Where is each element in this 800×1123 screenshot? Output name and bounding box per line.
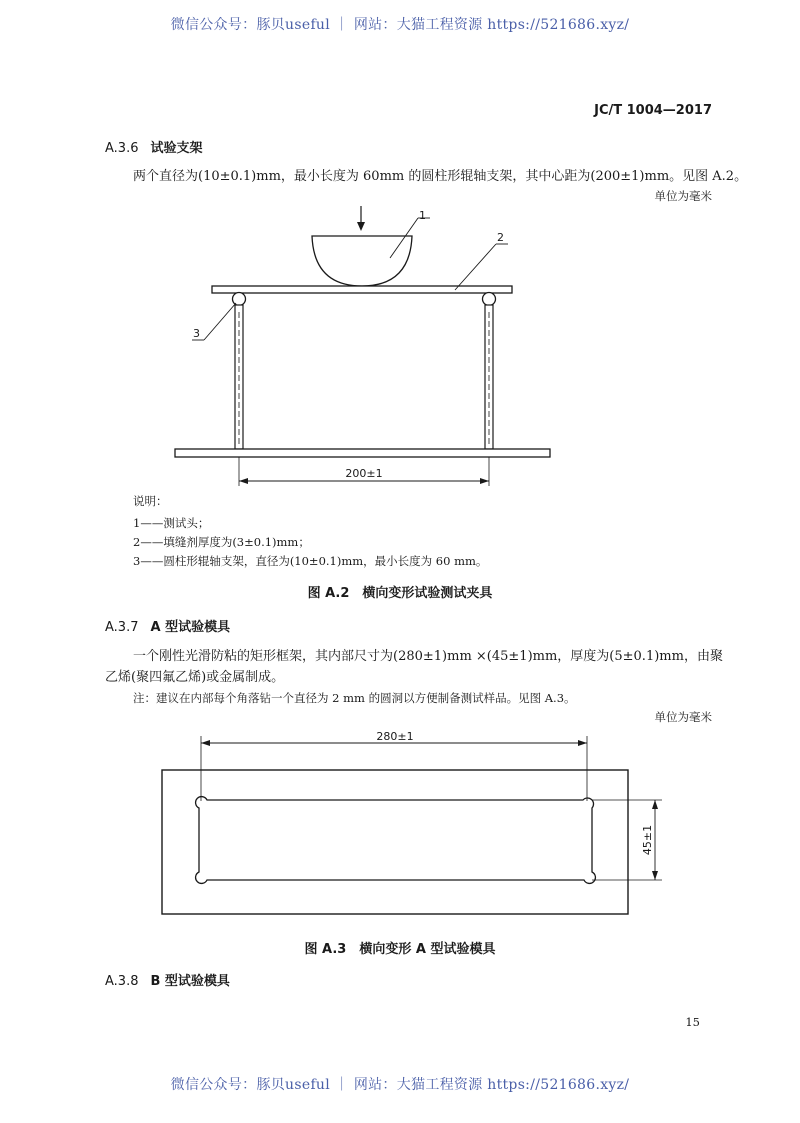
figure-a2-drawing: [0, 0, 800, 500]
dimension-280-label: 280±1: [376, 730, 414, 743]
section-a37-body-line1: 一个刚性光滑防粘的矩形框架，其内部尺寸为(280±1)mm ×(45±1)mm，厚度为(5±0.1)mm，由聚: [133, 649, 723, 664]
dimension-200-label: 200±1: [345, 467, 383, 480]
callout-1-label: 1: [419, 209, 426, 222]
section-title: 试验支架: [150, 141, 203, 156]
section-title: A 型试验模具: [150, 620, 231, 635]
legend-item-2: 2——填缝剂厚度为(3±0.1)mm；: [133, 535, 310, 549]
section-a37-note: 注：建议在内部每个角落钻一个直径为 2 mm 的圆洞以方便制备测试样品。见图 A.3。: [133, 691, 576, 705]
figure-a3-drawing: [0, 700, 800, 930]
unit-note-a2: 单位为毫米: [654, 189, 712, 203]
section-a37-heading: [105, 616, 230, 635]
callout-3-label: 3: [193, 327, 200, 340]
figure-a3-caption: 图 A.3 横向变形 A 型试验模具: [304, 942, 496, 957]
unit-note-a3: 单位为毫米: [654, 710, 712, 724]
section-a38-heading: [105, 970, 230, 989]
dimension-45-label: 45±1: [641, 824, 654, 856]
watermark-top: 微信公众号：豚贝useful ｜ 网站：大猫工程资源 https://521686.xyz/: [170, 17, 630, 33]
section-a36-body: 两个直径为(10±0.1)mm，最小长度为 60mm 的圆柱形辊轴支架，其中心距为(200±1)mm。见图 A.2。: [133, 169, 748, 184]
page-number: 15: [685, 1015, 700, 1029]
section-title: B 型试验模具: [150, 974, 230, 989]
legend-item-3: 3——圆柱形辊轴支架，直径为(10±0.1)mm，最小长度为 60 mm。: [133, 554, 488, 568]
watermark-bottom: 微信公众号：豚贝useful ｜ 网站：大猫工程资源 https://521686.xyz/: [170, 1077, 630, 1093]
section-a37-body-line2: 乙烯(聚四氟乙烯)或金属制成。: [105, 670, 285, 685]
figure-a2-caption: 图 A.2 横向变形试验测试夹具: [307, 586, 493, 601]
callout-2-label: 2: [497, 231, 504, 244]
legend-title: 说明：: [133, 494, 168, 508]
section-number: A.3.8: [105, 974, 139, 989]
standard-code: JC/T 1004—2017: [594, 103, 712, 118]
section-number: A.3.6: [105, 141, 139, 156]
legend-item-1: 1——测试头；: [133, 516, 210, 530]
section-number: A.3.7: [105, 620, 139, 635]
